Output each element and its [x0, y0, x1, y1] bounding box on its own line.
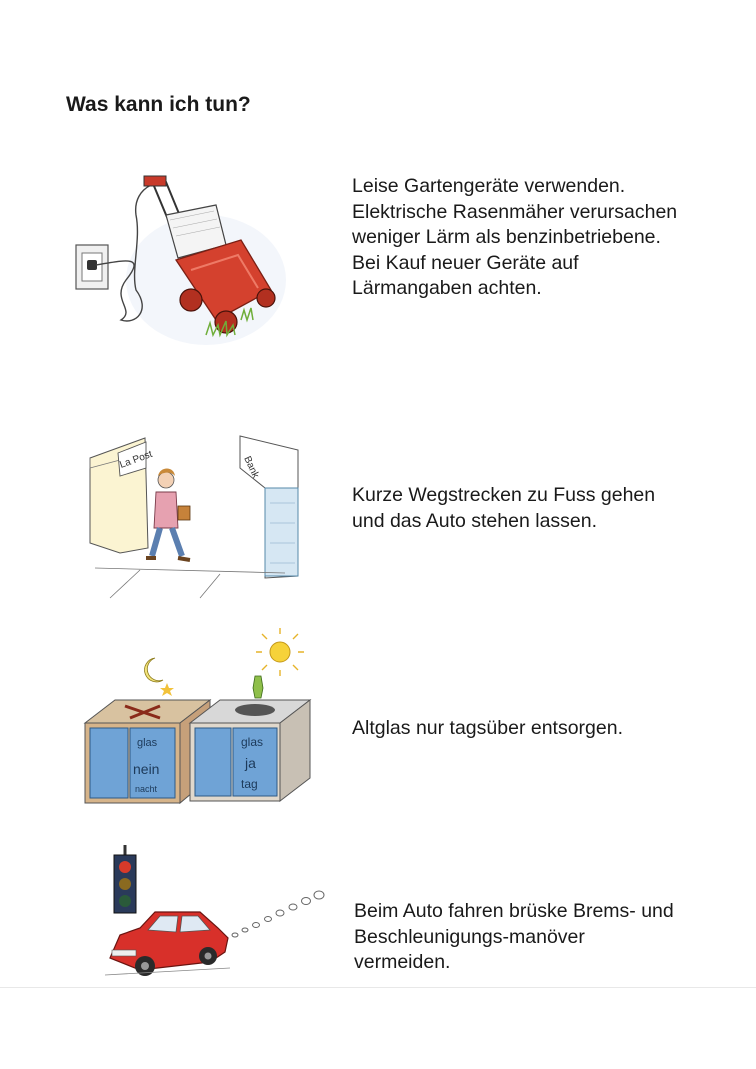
- right-bin-word-1: glas: [241, 735, 264, 749]
- page-bottom-divider: [0, 987, 756, 988]
- moon-icon: [145, 658, 163, 682]
- walking-illustration: [80, 428, 305, 603]
- car-illustration: [100, 840, 335, 980]
- tip-text-walking: Kurze Wegstrecken zu Fuss gehen und das Auto stehen lassen.: [352, 484, 656, 532]
- right-bin-word-3: tag: [241, 777, 258, 791]
- tip-text-garden: Leise Gartengeräte verwenden. Elektrische Rasenmäher verursachen weniger Lärm als benzinbetriebene. Bei Kauf neuer Geräte auf Lärmangaben achten.: [352, 175, 678, 299]
- pedestrian-figure: [146, 469, 190, 561]
- power-socket-icon: [76, 245, 108, 289]
- lawnmower-illustration: [66, 160, 286, 350]
- left-bin-word-1: glas: [137, 737, 158, 749]
- page-title: Was kann ich tun?: [66, 93, 251, 116]
- sun-icon: [256, 628, 304, 676]
- bank-sign-label: Bank: [241, 454, 261, 480]
- left-bin-word-2: nein: [133, 761, 160, 777]
- left-bin-word-3: nacht: [135, 784, 158, 794]
- star-icon: [160, 683, 174, 696]
- post-sign-label: La Post: [118, 448, 154, 471]
- red-car: [110, 912, 228, 976]
- tip-text-glass: Altglas nur tagsüber entsorgen.: [352, 717, 624, 739]
- bottle-bank-illustration: [75, 628, 315, 813]
- traffic-light-icon: [114, 845, 136, 913]
- right-bin-word-2: ja: [245, 755, 256, 771]
- tip-text-driving: Beim Auto fahren brüske Brems- und Beschleunigungs-manöver vermeiden.: [354, 900, 674, 973]
